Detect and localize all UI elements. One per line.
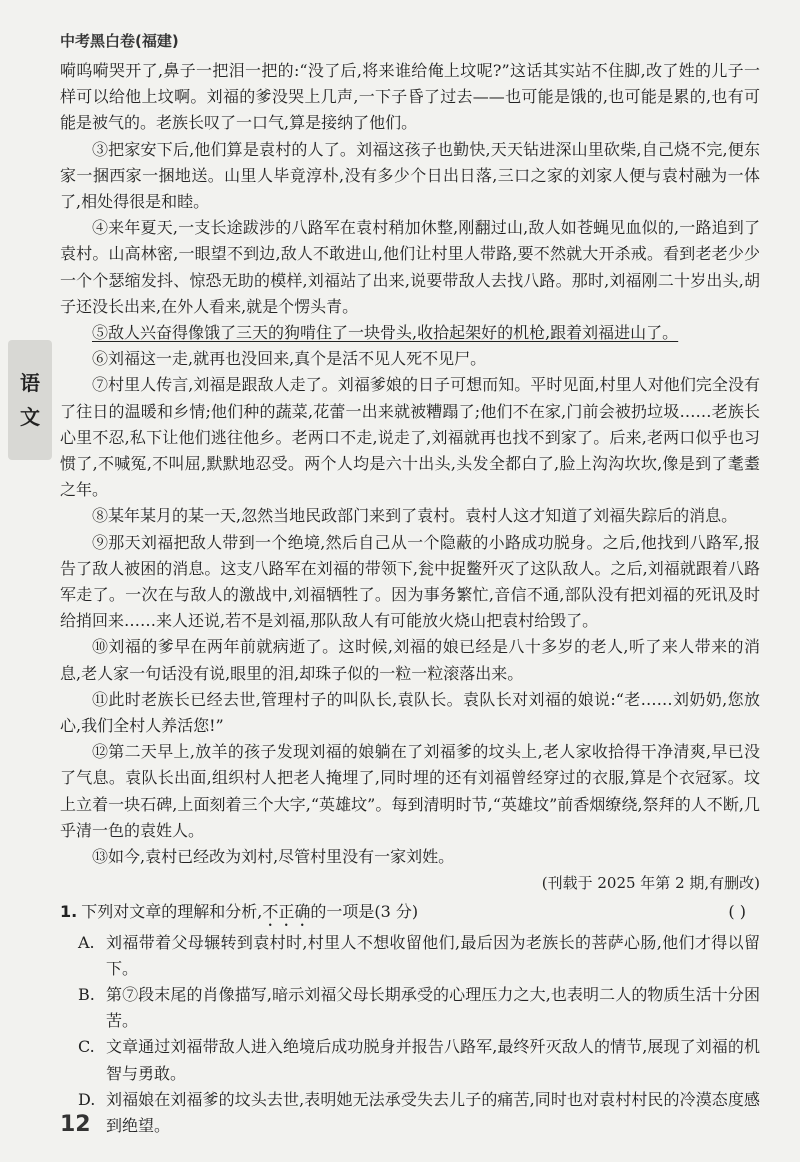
option-letter: A. [78,932,95,952]
page-number: 12 [60,1112,91,1137]
paragraph-underlined [60,320,760,346]
paragraph: ⑨那天刘福把敌人带到一个绝境,然后自己从一个隐蔽的小路成功脱身。之后,他找到八路军,报告了敌人被困的消息。这支八路军在刘福的带领下,瓮中捉鳖歼灭了这队敌人。之后,刘福就跟着八路军走了。一次在与敌人的激战中,刘福牺牲了。因为事务繁忙,音信不通,部队没有把刘福的死讯及时给捎回来……来人还说,若不是刘福,那队敌人有可能放火烧山把袁村给毁了。 [60,532,760,631]
paragraph: ⑪此时老族长已经去世,管理村子的叫队长,袁队长。袁队长对刘福的娘说:“老……刘奶奶,您放心,我们全村人养活您!” [60,689,760,736]
question-number: 1. [60,901,78,921]
page-header: 中考黑白卷(福建) [60,32,179,50]
paragraph: ⑬如今,袁村已经改为刘村,尽管村里没有一家刘姓。 [92,847,455,867]
paragraph: ③把家安下后,他们算是袁村的人了。刘福这孩子也勤快,天天钻进深山里砍柴,自己烧不完,便东家一捆西家一捆地送。山里人毕竟淳朴,没有多少个日出日落,三口之家的刘家人便与袁村融为一体了,相处得很是和睦。 [60,139,760,212]
subject-tab [8,340,52,460]
question-stem [60,899,760,930]
question-suffix: 的一项是(3 分) [310,901,419,921]
paragraph: ⑫第二天早上,放羊的孩子发现刘福的娘躺在了刘福爹的坟头上,老人家收拾得干净清爽,早已没了气息。袁队长出面,组织村人把老人掩埋了,同时埋的还有刘福曾经穿过的衣服,算是个衣冠冢。坟上立着一块石碑,上面刻着三个大字,“英雄坟”。每到清明时节,“英雄坟”前香烟缭绕,祭拜的人不断,几乎清一色的袁姓人。 [60,742,760,840]
question-emphasis: 不正确 [262,901,311,921]
paragraph: ⑩刘福的爹早在两年前就病逝了。这时候,刘福的娘已经是八十多岁的老人,听了来人带来的消息,老人家一句话没有说,眼里的泪,却珠子似的一粒一粒滚落出来。 [60,637,760,683]
option-letter: D. [78,1089,96,1109]
option-a[interactable] [60,930,760,982]
subject-tab-char: 语 [20,371,40,395]
option-text: 刘福娘在刘福爹的坟头去世,表明她无法承受失去儿子的痛苦,同时也对袁村村民的冷漠态度感到绝望。 [106,1089,760,1135]
question-prefix: 下列对文章的理解和分析, [81,901,263,921]
source-note: (刊载于 2025 年第 2 期,有删改) [541,874,760,893]
article-body [60,58,760,1139]
option-text: 刘福带着父母辗转到袁村时,村里人不想收留他们,最后因为老族长的菩萨心肠,他们才得以留下。 [106,932,760,978]
paragraph: ⑥刘福这一走,就再也没回来,真个是活不见人死不见尸。 [92,349,487,369]
paragraph: 嗬呜嗬哭开了,鼻子一把泪一把的:“没了后,将来谁给俺上坟呢?”这话其实站不住脚,改了姓的儿子一样可以给他上坟啊。刘福的爹没哭上几声,一下子昏了过去——也可能是饿的,也可能是累的,也有可能是被气的。老族长叹了一口气,算是接纳了他们。 [60,61,760,133]
paragraph: ⑧某年某月的某一天,忽然当地民政部门来到了袁村。袁村人这才知道了刘福失踪后的消息。 [92,506,738,526]
subject-tab-char: 文 [20,405,40,429]
paragraph: ⑦村里人传言,刘福是跟敌人走了。刘福爹娘的日子可想而知。平时见面,村里人对他们完全没有了往日的温暖和乡情;他们种的蔬菜,花蕾一出来就被糟蹋了;他们不在家,门前会被扔垃圾……老族长心里不忍,私下让他们逃往他乡。老两口不走,说走了,刘福就再也找不到家了。后来,老两口似乎也习惯了,不喊冤,不叫屈,默默地忍受。两个人均是六十出头,头发全都白了,脸上沟沟坎坎,像是到了耄耋之年。 [60,375,760,500]
paragraph: ④来年夏天,一支长途跋涉的八路军在袁村稍加休整,刚翻过山,敌人如苍蝇见血似的,一路追到了袁村。山高林密,一眼望不到边,敌人不敢进山,他们让村里人带路,要不然就大开杀戒。看到老老少少一个个瑟缩发抖、惊恐无助的模样,刘福站了出来,说要带敌人去找八路。那时,刘福刚二十岁出头,胡子还没长出来,在外人看来,就是个愣头青。 [60,218,760,316]
option-text: 第⑦段末尾的肖像描写,暗示刘福父母长期承受的心理压力之大,也表明二人的物质生活十分困苦。 [106,984,760,1031]
option-text: 文章通过刘福带敌人进入绝境后成功脱身并报告八路军,最终歼灭敌人的情节,展现了刘福的机智与勇敢。 [106,1037,760,1083]
question-1 [60,899,760,1140]
underlined-text: ⑤敌人兴奋得像饿了三天的狗啃住了一块骨头,收拾起架好的机枪,跟着刘福进山了。 [92,323,679,343]
option-b[interactable] [60,982,760,1034]
answer-blank[interactable]: ( ) [728,901,746,921]
option-d[interactable] [60,1087,760,1139]
option-c[interactable] [60,1034,760,1086]
option-letter: B. [78,984,95,1004]
option-letter: C. [78,1037,95,1057]
